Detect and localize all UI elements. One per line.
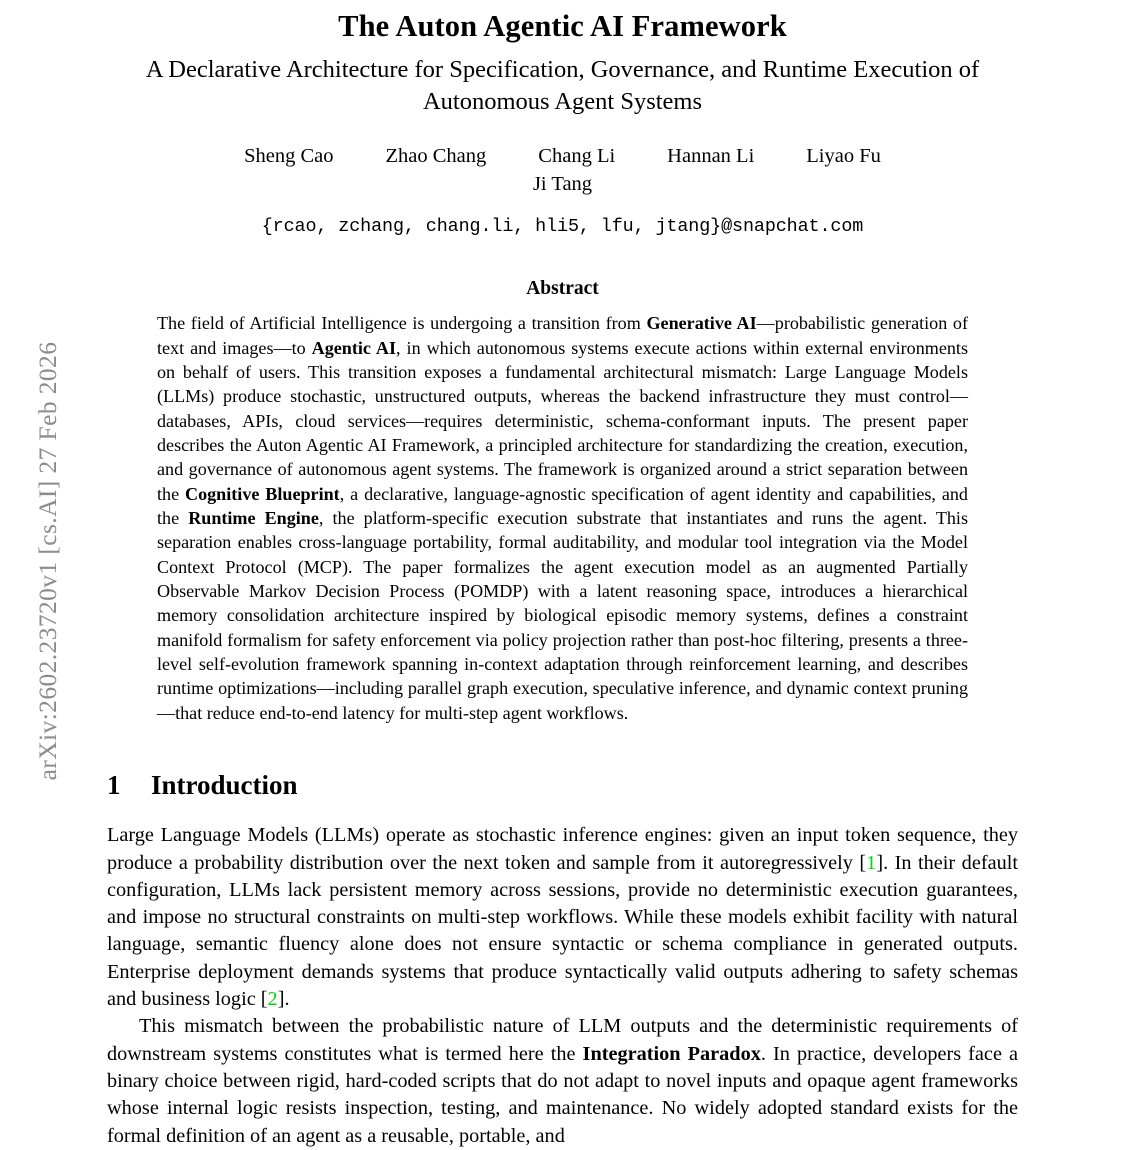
paragraph-seg: Large Language Models (LLMs) operate as stochastic inference engines: given an input token sequence, they produce a probability distribution over the next token and sample from it autoregressively [ [107,824,1018,874]
abstract-term-generative-ai: Generative AI [646,313,757,334]
abstract-text [157,311,968,725]
paper-page [107,0,1019,1147]
paragraph-seg: ]. [277,988,290,1011]
arxiv-stamp [0,0,96,1122]
page-subtitle: A Declarative Architecture for Specification, Governance, and Runtime Execution of Autonomous Agent Systems [145,55,980,115]
abstract-seg: —probabilistic generation of text and images—to [157,313,968,358]
paragraph-seg: This mismatch between the probabilistic nature of LLM outputs and the deterministic requirements of downstream systems constitutes what is termed here the [107,1015,1018,1065]
abstract-heading: Abstract [526,278,599,300]
abstract-block [157,237,968,725]
author-emails: {rcao, zchang, chang.li, hli5, lfu, jtang}@snapchat.com [261,216,864,238]
term-integration-paradox: Integration Paradox [582,1042,761,1065]
author-name: Zhao Chang [385,145,487,168]
paragraph-intro-2 [107,1013,1018,1149]
abstract-seg: The field of Artificial Intelligence is undergoing a transition from [157,313,647,334]
section-number: 1 [107,769,121,800]
title-block [107,0,1018,117]
section-title: Introduction [151,769,298,800]
authors-block [107,143,1018,237]
abstract-term-runtime-engine: Runtime Engine [188,507,319,528]
abstract-seg: , a declarative, language-agnostic specification of agent identity and capabilities, and the [157,483,968,528]
section-heading-introduction [107,769,1018,801]
author-name: Ji Tang [532,172,593,195]
paragraph-seg: ]. In their default configuration, LLMs lack persistent memory across sessions, provide no deterministic execution guarantees, and impose no structural constraints on multi-step workflows. While these models exhibit facility with natural language, semantic fluency alone does not ensure syntactic or schema compliance in generated outputs. Enterprise deployment demands systems that produce syntactically valid outputs adhering to safety schemas and business logic [ [107,851,1018,1011]
abstract-seg: , the platform-specific execution substrate that instantiates and runs the agent. This separation enables cross-language portability, formal auditability, and modular tool integration via the Model Context Protocol (MCP). The paper formalizes the agent execution model as an augmented Partially Observable Markov Decision Process (POMDP) with a latent reasoning space, introduces a hierarchical memory consolidation architecture inspired by biological episodic memory systems, defines a constraint manifold formalism for safety enforcement via policy projection rather than post-hoc filtering, presents a three-level self-evolution framework spanning in-context adaptation through reinforcement learning, and describes runtime optimizations—including parallel graph execution, speculative inference, and dynamic context pruning—that reduce end-to-end latency for multi-step agent workflows. [157,507,968,723]
abstract-term-cognitive-blueprint: Cognitive Blueprint [185,483,340,504]
arxiv-stamp-text: arXiv:2602.23720v1 [cs.AI] 27 Feb 2026 [33,341,62,781]
page-title: The Auton Agentic AI Framework [338,9,787,43]
citation-link-1[interactable]: 1 [866,851,877,874]
author-name: Chang Li [538,145,616,168]
author-row-1 [107,143,1018,170]
abstract-seg: , in which autonomous systems execute actions within external environments on behalf of users. This transition exposes a fundamental architectural mismatch: Large Language Models (LLMs) produce stochastic, unstructured outputs, whereas the backend infrastructure they must control—databases, APIs, cloud services—requires deterministic, schema-conformant inputs. The present paper describes the Auton Agentic AI Framework, a principled architecture for standardizing the creation, execution, and governance of autonomous agent systems. The framework is organized around a strict separation between the [157,337,968,504]
abstract-term-agentic-ai: Agentic AI [311,337,397,358]
citation-link-2[interactable]: 2 [267,988,278,1011]
author-name: Hannan Li [667,145,755,168]
paragraph-intro-1 [107,822,1018,1013]
author-row-2 [107,171,1018,198]
author-name: Sheng Cao [244,145,334,168]
author-name: Liyao Fu [806,145,881,168]
paragraph-seg: . In practice, developers face a binary choice between rigid, hard-coded scripts that do not adapt to novel inputs and opaque agent frameworks whose internal logic resists inspection, testing, and maintenance. No widely adopted standard exists for the formal definition of an agent as a reusable, portable, and [107,1042,1019,1147]
